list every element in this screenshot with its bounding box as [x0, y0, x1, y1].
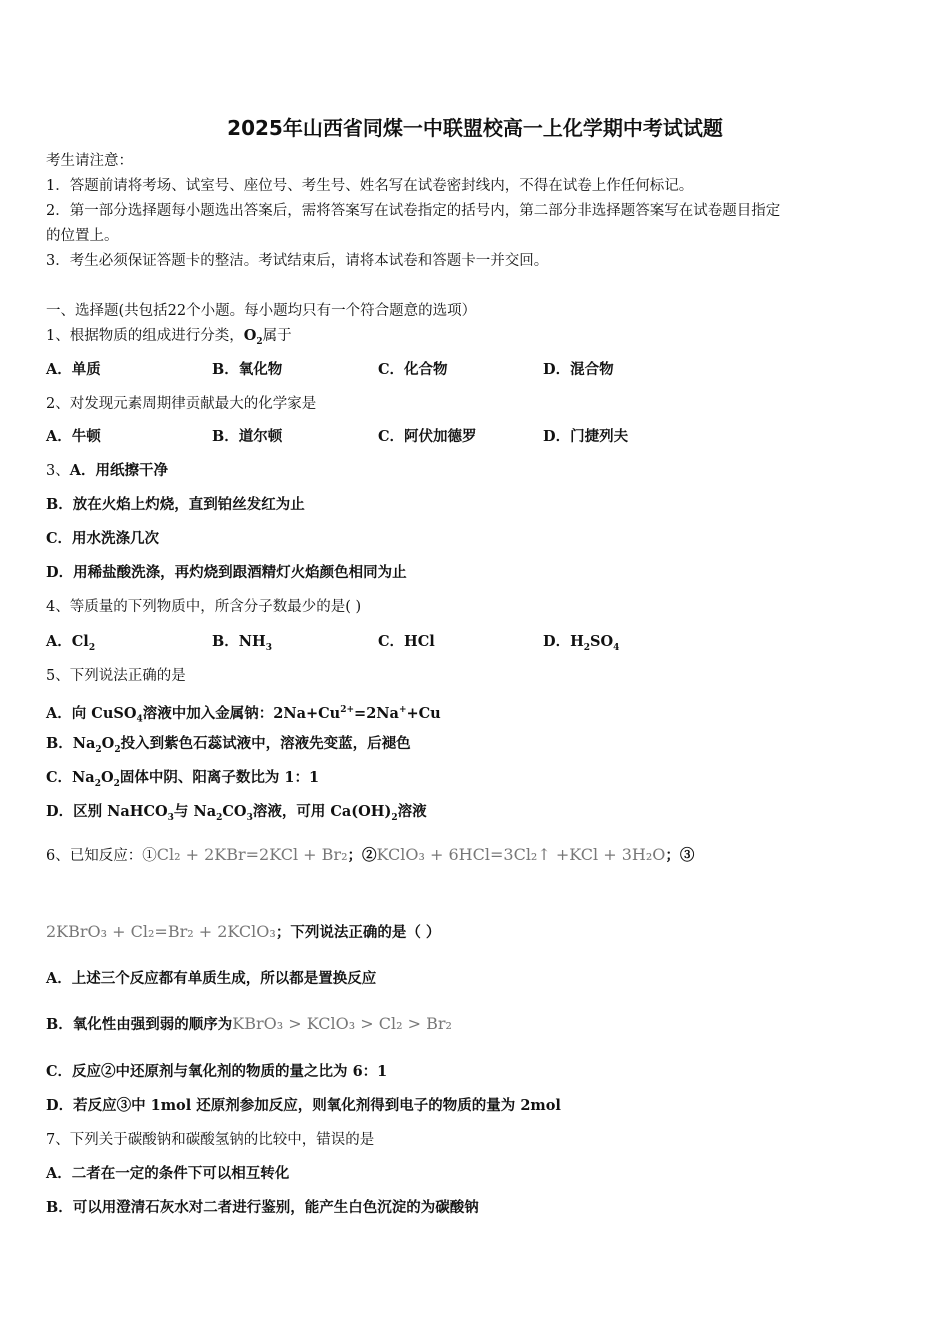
- question-6-stem-cont: 2KBrO₃ + Cl₂=Br₂ + 2KClO₃；下列说法正确的是（ ）: [46, 922, 441, 941]
- notice-heading: 考生请注意：: [46, 153, 133, 169]
- question-6-option-b: B．氧化性由强到弱的顺序为KBrO₃ > KClO₃ > Cl₂ > Br₂: [46, 1014, 452, 1033]
- question-2-option-c: C．阿伏加德罗: [378, 428, 477, 445]
- notice-item-3: 3．考生必须保证答题卡的整洁。考试结束后，请将本试卷和答题卡一并交回。: [46, 253, 549, 269]
- notice-item-2: 2．第一部分选择题每小题选出答案后，需将答案写在试卷指定的括号内，第二部分非选择题答案写在试卷题目指定: [46, 203, 781, 219]
- question-4-option-b: B．$NH_3$: [212, 633, 272, 653]
- notice-item-1: 1．答题前请将考场、试室号、座位号、考生号、姓名写在试卷密封线内，不得在试卷上作任何标记。: [46, 178, 694, 194]
- question-4-option-d: D．$H_2SO_4$: [543, 633, 620, 653]
- question-1-option-c: C．化合物: [378, 361, 448, 378]
- question-7-stem: 7、下列关于碳酸钠和碳酸氢钠的比较中，错误的是: [46, 1132, 375, 1148]
- question-5-option-a: A．向 CuSO$_4$溶液中加入金属钠：$2Na+Cu^{2+}=2Na^++Cu$: [46, 704, 441, 725]
- question-6-stem: 6、已知反应：①Cl₂ + 2KBr=2KCl + Br₂；②KClO₃ + 6HCl=3Cl₂↑ +KCl + 3H₂O；③: [46, 845, 695, 864]
- question-6-option-a: A．上述三个反应都有单质生成，所以都是置换反应: [46, 970, 377, 987]
- question-1-stem: 1、根据物质的组成进行分类，$O_2$属于: [46, 327, 292, 347]
- notice-item-2-cont: 的位置上。: [46, 228, 119, 244]
- page-title: 2025年山西省同煤一中联盟校高一上化学期中考试试题: [227, 116, 723, 140]
- question-3-option-d: D．用稀盐酸洗涤，再灼烧到跟酒精灯火焰颜色相同为止: [46, 564, 407, 581]
- question-4-option-c: C．HCl: [378, 633, 435, 650]
- question-2-option-d: D．门捷列夫: [543, 428, 629, 445]
- section-heading: 一、选择题(共包括22个小题。每小题均只有一个符合题意的选项）: [46, 303, 477, 319]
- question-4-option-a: A．$Cl_2$: [46, 633, 96, 653]
- question-2-option-b: B．道尔顿: [212, 428, 283, 445]
- reaction-2-formula: KClO₃ + 6HCl=3Cl₂↑ +KCl + 3H₂O: [376, 845, 666, 864]
- question-5-option-c: C．$Na_2O_2$固体中阴、阳离子数比为 1：1: [46, 769, 320, 789]
- question-1-option-d: D．混合物: [543, 361, 614, 378]
- question-1-option-a: A．单质: [46, 361, 101, 378]
- question-5-option-d: D．区别 NaHCO$_3$与 $Na_2CO_3$溶液，可用 $Ca(OH)_2$溶液: [46, 803, 427, 823]
- reaction-1-formula: Cl₂ + 2KBr=2KCl + Br₂: [156, 845, 348, 864]
- question-2-option-a: A．牛顿: [46, 428, 101, 445]
- question-3-option-a: 3、A．用纸擦干净: [46, 462, 168, 479]
- question-3-option-c: C．用水洗涤几次: [46, 530, 160, 547]
- question-1-option-b: B．氧化物: [212, 361, 283, 378]
- question-6-option-c: C．反应②中还原剂与氧化剂的物质的量之比为 6：1: [46, 1063, 388, 1080]
- oxidizer-order-formula: KBrO₃ > KClO₃ > Cl₂ > Br₂: [232, 1014, 452, 1033]
- question-2-stem: 2、对发现元素周期律贡献最大的化学家是: [46, 396, 317, 412]
- question-4-stem: 4、等质量的下列物质中，所含分子数最少的是( ): [46, 599, 362, 615]
- question-3-option-b: B．放在火焰上灼烧，直到铂丝发红为止: [46, 496, 305, 513]
- question-7-option-a: A．二者在一定的条件下可以相互转化: [46, 1165, 290, 1182]
- question-5-option-b: B．$Na_2O_2$投入到紫色石蕊试液中，溶液先变蓝，后褪色: [46, 735, 411, 755]
- question-7-option-b: B．可以用澄清石灰水对二者进行鉴别，能产生白色沉淀的为碳酸钠: [46, 1199, 479, 1216]
- question-6-option-d: D．若反应③中 1mol 还原剂参加反应，则氧化剂得到电子的物质的量为 2mol: [46, 1097, 561, 1114]
- question-5-stem: 5、下列说法正确的是: [46, 668, 186, 684]
- reaction-3-formula: 2KBrO₃ + Cl₂=Br₂ + 2KClO₃: [46, 922, 276, 941]
